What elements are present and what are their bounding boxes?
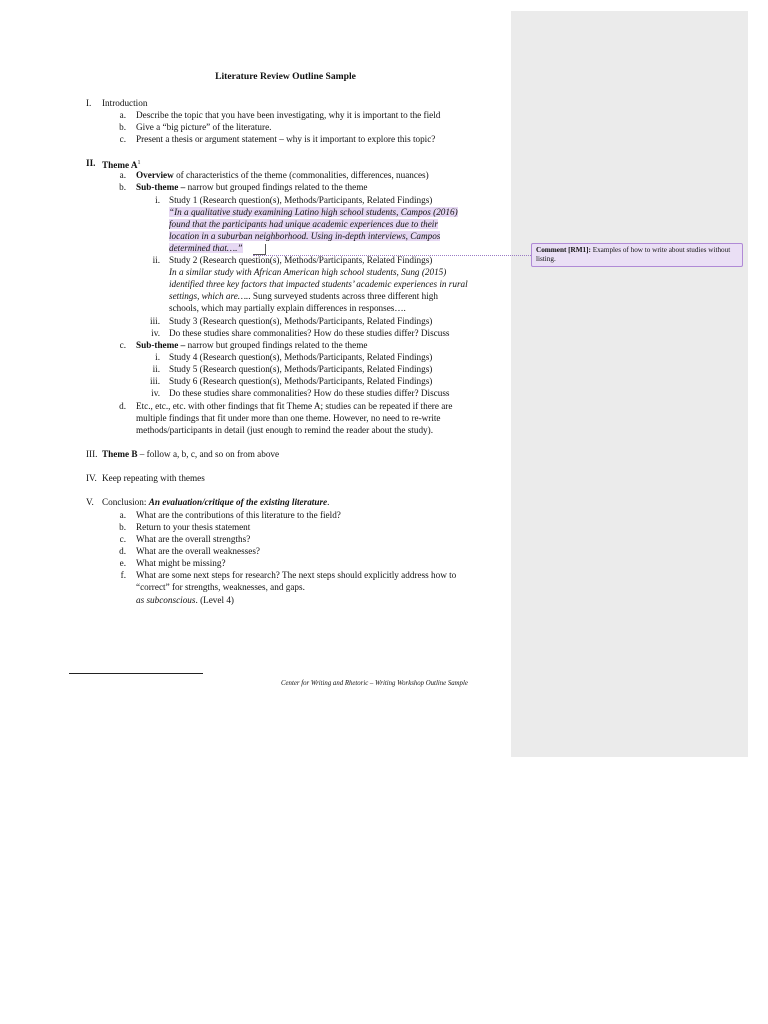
conclusion-tail-rest: . (Level 4) [195, 595, 234, 605]
outline-numeral-iii: III. [86, 449, 98, 459]
comment-balloon[interactable] [531, 243, 743, 267]
outline-roman: iv. [151, 388, 160, 398]
outline-numeral-i: I. [86, 98, 92, 108]
conclusion-tail-italic: as subconscious [136, 595, 196, 605]
conclusion-item-a: What are the contributions of this literature to the field? [136, 510, 341, 520]
outline-letter: a. [119, 510, 126, 520]
study-2-roman: . Sung surveyed students across three different high [248, 291, 438, 301]
outline-letter: a. [119, 170, 126, 180]
theme-a-item-d: Etc., etc., etc. with other findings that fit Theme A; studies can be repeated if there are [136, 401, 453, 411]
highlighted-quote: location in a suburban neighborhood. Using in-depth interviews, Campos [169, 231, 441, 241]
outline-letter: f. [120, 570, 126, 580]
conclusion-item-f: What are some next steps for research? The next steps should explicitly address how to [136, 570, 457, 580]
page-title: Literature Review Outline Sample [215, 71, 356, 82]
study-2-text-line: In a similar study with African American high school students, Sung (2015) [169, 267, 447, 277]
outline-letter: c. [119, 534, 126, 544]
repeat-themes: Keep repeating with themes [102, 473, 205, 483]
footnote-mark: 1 [137, 160, 141, 166]
study-1-quote-line [169, 230, 440, 242]
study-4: Study 4 (Research question(s), Methods/Participants, Related Findings) [169, 352, 433, 362]
intro-item-a: Describe the topic that you have been investigating, why it is important to the field [136, 110, 441, 120]
outline-roman: i. [155, 195, 160, 205]
theme-a-label: Theme A [102, 160, 138, 171]
study-2-text-line [169, 290, 438, 302]
theme-a-item-d-cont: methods/participants in detail (just enough to remind the reader about the study). [136, 425, 433, 435]
outline-numeral-v: V. [86, 497, 94, 507]
comment-margin-pane [511, 11, 748, 757]
outline-letter: c. [119, 340, 126, 350]
outline-roman: i. [155, 352, 160, 362]
comment-connector-line [253, 255, 531, 257]
study-1: Study 1 (Research question(s), Methods/Participants, Related Findings) [169, 195, 433, 205]
study-6: Study 6 (Research question(s), Methods/Participants, Related Findings) [169, 376, 433, 386]
study-2-italic: settings, which are…. [169, 291, 249, 301]
outline-letter: d. [119, 546, 126, 556]
conclusion-period: . [327, 497, 330, 507]
highlighted-quote: determined that….” [169, 243, 243, 253]
outline-numeral-iv: IV. [86, 473, 97, 483]
theme-b-text: – follow a, b, c, and so on from above [137, 449, 280, 459]
overview-text: of characteristics of the theme (commonalities, differences, nuances) [173, 170, 429, 180]
compare-studies-b: Do these studies share commonalities? How do these studies differ? Discuss [169, 328, 450, 338]
study-5: Study 5 (Research question(s), Methods/Participants, Related Findings) [169, 364, 433, 374]
comment-text: Examples of how to write about studies without listing. [536, 246, 731, 263]
theme-a-item-c [136, 339, 367, 351]
outline-letter: a. [119, 110, 126, 120]
overview-label: Overview [136, 170, 174, 180]
subtheme-text: narrow but grouped findings related to the theme [185, 340, 368, 350]
study-1-quote-line [169, 218, 438, 230]
intro-item-b: Give a “big picture” of the literature. [136, 122, 272, 132]
conclusion-item-e: What might be missing? [136, 558, 226, 568]
outline-roman: ii. [152, 364, 160, 374]
study-3: Study 3 (Research question(s), Methods/Participants, Related Findings) [169, 316, 433, 326]
outline-roman: iii. [150, 316, 160, 326]
conclusion-heading [102, 496, 329, 508]
study-1-quote-line [169, 242, 243, 254]
conclusion-item-b: Return to your thesis statement [136, 522, 251, 532]
conclusion-item-f-cont: “correct” for strengths, weaknesses, and gaps. [136, 582, 305, 592]
conclusion-item-d: What are the overall weaknesses? [136, 546, 260, 556]
footnote-separator [69, 673, 203, 674]
outline-letter: d. [119, 401, 126, 411]
theme-b-label: Theme B [102, 449, 138, 459]
outline-numeral-ii: II. [86, 158, 96, 168]
subtheme-text: narrow but grouped findings related to the theme [185, 182, 368, 192]
intro-item-c: Present a thesis or argument statement – why is it important to explore this topic? [136, 134, 436, 144]
study-1-quote-line [169, 206, 458, 218]
outline-roman: iii. [150, 376, 160, 386]
conclusion-label: Conclusion: [102, 497, 149, 507]
theme-a-item-b [136, 181, 367, 193]
study-2: Study 2 (Research question(s), Methods/Participants, Related Findings) [169, 255, 433, 265]
compare-studies-c: Do these studies share commonalities? How do these studies differ? Discuss [169, 388, 450, 398]
outline-letter: b. [119, 182, 126, 192]
comment-label: Comment [RM1]: [536, 246, 591, 254]
study-2-text-line: schools, which may partially explain differences in responses…. [169, 303, 406, 313]
outline-roman: iv. [151, 328, 160, 338]
subtheme-label: Sub-theme – [136, 340, 186, 350]
theme-a-item-a [136, 169, 429, 181]
highlighted-quote: found that the participants had unique academic experiences due to their [169, 219, 438, 229]
outline-letter: b. [119, 522, 126, 532]
outline-roman: ii. [152, 255, 160, 265]
intro-heading: Introduction [102, 98, 148, 108]
theme-b-heading [102, 448, 279, 460]
highlighted-quote: “In a qualitative study examining Latino high school students, Campos (2016) [169, 207, 458, 217]
theme-a-item-d-cont: multiple findings that fit under more than one theme. However, no need to re-write [136, 413, 441, 423]
subtheme-label: Sub-theme – [136, 182, 186, 192]
outline-letter: e. [119, 558, 126, 568]
conclusion-emphasis: An evaluation/critique of the existing literature [148, 497, 328, 507]
page-footer: Center for Writing and Rhetoric – Writing Workshop Outline Sample [281, 680, 468, 687]
outline-letter: b. [119, 122, 126, 132]
study-2-text-line: identified three key factors that impacted students’ academic experiences in rural [169, 279, 468, 289]
conclusion-item-c: What are the overall strengths? [136, 534, 251, 544]
conclusion-tail [136, 594, 234, 606]
outline-letter: c. [119, 134, 126, 144]
